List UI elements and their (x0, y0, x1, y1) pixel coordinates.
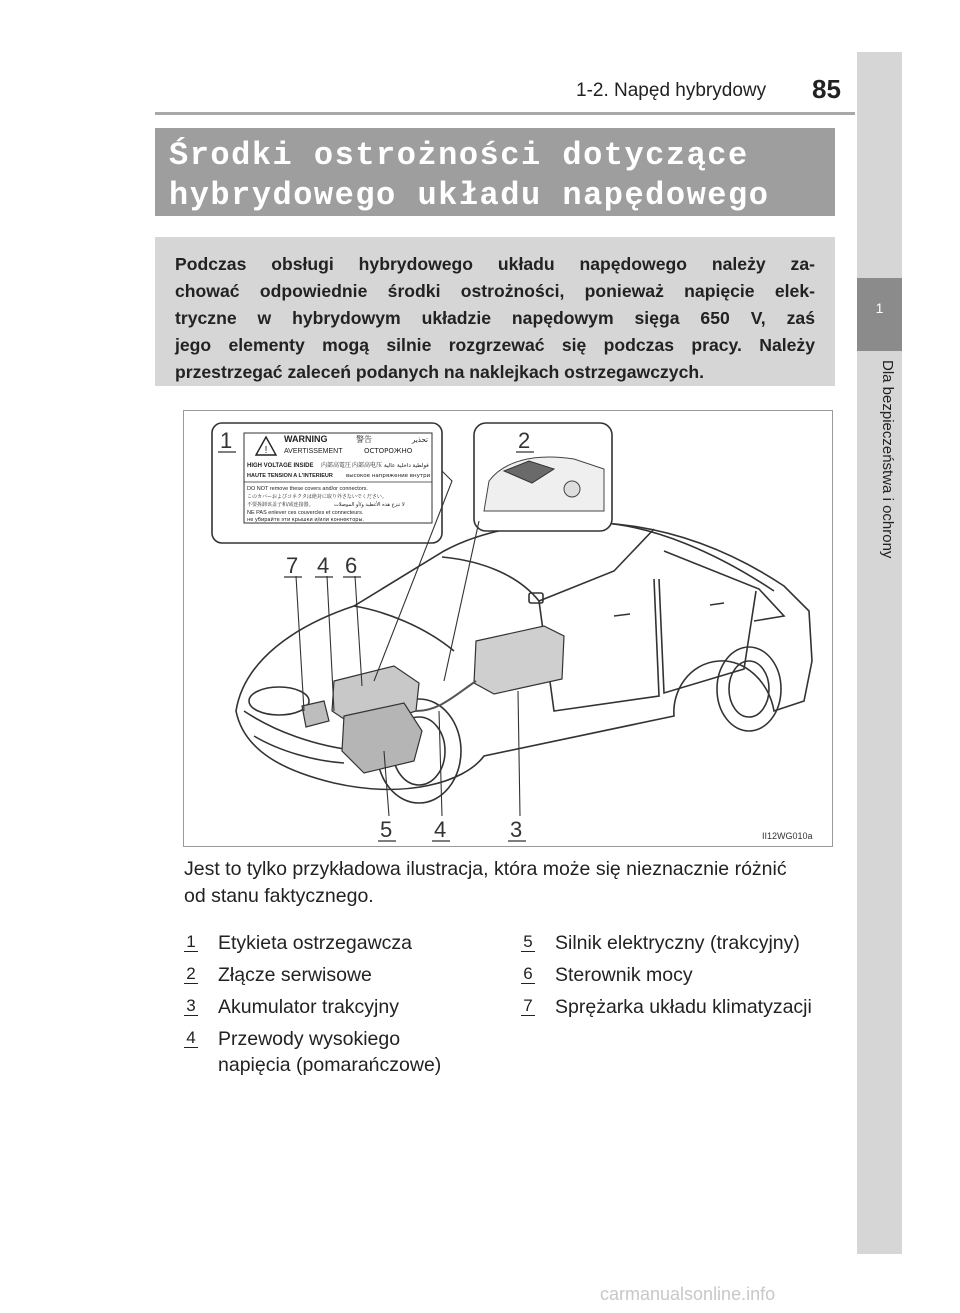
intro-box (155, 237, 835, 386)
label-ne-pas: NE PAS enlever ces couvercles et connecteurs. (247, 510, 364, 516)
legend-number: 6 (521, 964, 535, 984)
label-high-voltage: HIGH VOLTAGE INSIDE (247, 463, 314, 469)
caption-line-2: od stanu faktycznego. (184, 885, 374, 907)
label-high-voltage-jp: 内部高電圧 (321, 462, 352, 469)
label-warning-jp: 警告 (356, 435, 372, 444)
headlight (249, 687, 309, 715)
label-warning-ar: تحذير (412, 436, 428, 444)
intro-line: przestrzegać zaleceń podanych na naklejkach ostrzegawczych. (175, 362, 704, 382)
legend-item-5 (521, 930, 841, 958)
legend-item-6 (521, 962, 841, 990)
page-title (155, 128, 835, 216)
legend-text: Sprężarka układu klimatyzacji (555, 996, 812, 1018)
legend-text-line-2: napięcia (pomarańczowe) (218, 1054, 442, 1076)
legend-text: Etykieta ostrzegawcza (218, 932, 413, 954)
intro-line: tryczne w hybrydowym układzie napędowym sięga 650 V, zaś (175, 308, 815, 328)
chapter-side-tab (857, 52, 902, 1254)
label-warning: WARNING (284, 434, 328, 444)
car-diagram (184, 411, 832, 846)
callout-4b: 4 (434, 817, 447, 842)
svg-text:!: ! (264, 445, 268, 456)
title-line-2: hybrydowego układu napędowego (169, 177, 770, 214)
hv-cable (416, 681, 476, 711)
header-divider (155, 112, 855, 115)
title-line-1: Środki ostrożności dotyczące (169, 137, 749, 174)
legend-number: 1 (184, 932, 198, 952)
image-code: II12WG010a (762, 831, 813, 841)
legend-number: 4 (184, 1028, 198, 1048)
hybrid-system-illustration (183, 410, 833, 847)
label-warning-ru: ОСТОРОЖНО (364, 447, 413, 455)
callout-1: 1 (220, 428, 233, 453)
chapter-number: 1 (875, 300, 884, 316)
label-high-voltage-ar: فولطية داخلية عالية (384, 463, 429, 469)
caption-line-1: Jest to tylko przykładowa ilustracja, która może się nieznacznie różnić (184, 858, 787, 880)
legend-number: 2 (184, 964, 198, 984)
intro-line: chować odpowiednie środki ostrożności, ponieważ napięcie elek- (175, 281, 815, 301)
legend-text: Silnik elektryczny (trakcyjny) (555, 932, 800, 954)
watermark: carmanualsonline.info (600, 1284, 776, 1304)
callout-6: 6 (345, 553, 358, 578)
callout-7: 7 (286, 553, 299, 578)
windshield (442, 529, 654, 601)
components (302, 626, 564, 773)
door-handle-front (614, 614, 630, 616)
rear-door (659, 579, 756, 693)
legend-text: Akumulator trakcyjny (218, 996, 399, 1018)
legend-item-3 (184, 994, 504, 1022)
traction-motor (342, 703, 422, 773)
legend-number: 5 (521, 932, 535, 952)
legend-number: 3 (184, 996, 198, 1016)
callout-2: 2 (518, 428, 531, 453)
roof-line (604, 523, 774, 591)
label-ne-pas-ru: не убирайте эти крышки и/или коннекторы. (247, 517, 364, 523)
label-do-not-remove-ar: لا تنزع هذه الأغطية و/أو الموصلات (334, 502, 405, 508)
label-high-voltage-ru: высокое напряжение внутри (346, 473, 431, 479)
legend-item-4 (184, 1026, 504, 1082)
door-handle-rear (710, 603, 724, 605)
warning-label-inset (212, 423, 442, 543)
figure-caption (184, 856, 834, 910)
label-do-not-remove-cn: 不要拆卸该盖子和/或连接器。 (247, 502, 314, 508)
chapter-title: Dla bezpieczeństwa i ochrony (879, 360, 896, 559)
page-number: 85 (812, 74, 841, 104)
intro-line: Podczas obsługi hybrydowego układu napędowego należy za- (175, 254, 815, 274)
label-do-not-remove-jp: このカバーおよびコネクタは絶対に取り外さないでください。 (247, 494, 387, 500)
callout-3: 3 (510, 817, 523, 842)
callout-4: 4 (317, 553, 330, 578)
label-do-not-remove: DO NOT remove these covers and/or connectors. (247, 486, 368, 492)
legend-item-1 (184, 930, 504, 958)
legend-number: 7 (521, 996, 535, 1016)
legend-item-7 (521, 994, 841, 1022)
legend-text: Złącze serwisowe (218, 964, 372, 986)
grille (254, 736, 344, 763)
legend-item-2 (184, 962, 504, 990)
callout-5: 5 (380, 817, 393, 842)
section-title: 1-2. Napęd hybrydowy (576, 80, 767, 101)
legend-text: Przewody wysokiego (218, 1028, 401, 1050)
label-haute-tension: HAUTE TENSION A L'INTERIEUR (247, 473, 333, 479)
intro-line: jego elementy mogą silnie rozgrzewać się podczas pracy. Należy (175, 335, 815, 355)
hood-line (354, 606, 454, 651)
label-high-voltage-cn: 内部高电压 (352, 462, 383, 469)
ac-compressor (302, 701, 329, 727)
legend-text: Sterownik mocy (555, 964, 693, 986)
rear-wheel (717, 647, 781, 731)
label-avertissement: AVERTISSEMENT (284, 448, 343, 455)
service-plug-inset (474, 423, 612, 531)
